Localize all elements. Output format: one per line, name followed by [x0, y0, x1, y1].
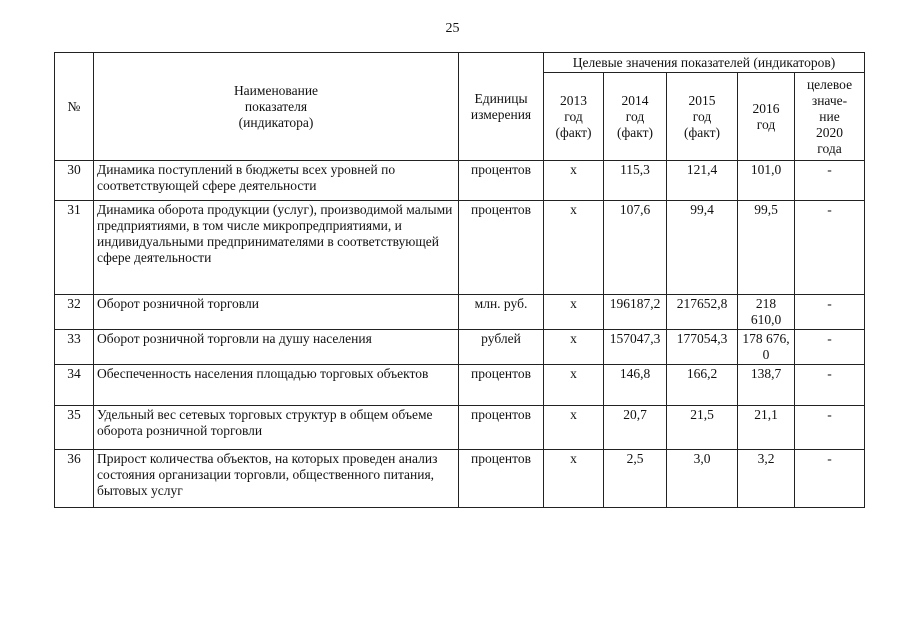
- row-value-2015: 217652,8: [667, 295, 738, 330]
- row-value-2016: 101,0: [738, 161, 795, 201]
- row-num: 32: [55, 295, 94, 330]
- row-name: Прирост количества объектов, на которых проведен анализ состояния организации торговли, общественного питания, бытовых услуг: [94, 450, 459, 508]
- row-value-2016: 21,1: [738, 406, 795, 450]
- header-indicator-name: Наименование показателя (индикатора): [94, 53, 459, 161]
- header-target-values: Целевые значения показателей (индикаторов): [544, 53, 865, 73]
- row-unit: процентов: [459, 201, 544, 295]
- header-year-2013: 2013 год (факт): [544, 73, 604, 161]
- indicators-table: [54, 52, 865, 508]
- page-number: 25: [445, 21, 460, 36]
- row-value-2015: 21,5: [667, 406, 738, 450]
- row-value-2020: -: [795, 365, 865, 406]
- row-value-2016: 138,7: [738, 365, 795, 406]
- row-unit: процентов: [459, 406, 544, 450]
- row-value-2013: х: [544, 201, 604, 295]
- header-year-2014: 2014 год (факт): [604, 73, 667, 161]
- table-row: [55, 201, 865, 295]
- row-value-2020: -: [795, 161, 865, 201]
- row-unit: процентов: [459, 365, 544, 406]
- table-row: [55, 450, 865, 508]
- row-name: Обеспеченность населения площадью торговых объектов: [94, 365, 459, 406]
- row-num: 35: [55, 406, 94, 450]
- row-value-2020: -: [795, 406, 865, 450]
- row-value-2013: х: [544, 406, 604, 450]
- header-num: №: [55, 53, 94, 161]
- row-num: 33: [55, 330, 94, 365]
- row-name: Динамика поступлений в бюджеты всех уровней по соответствующей сфере деятельности: [94, 161, 459, 201]
- table-row: [55, 295, 865, 330]
- table-row: [55, 330, 865, 365]
- row-value-2014: 115,3: [604, 161, 667, 201]
- row-value-2015: 166,2: [667, 365, 738, 406]
- row-value-2013: х: [544, 295, 604, 330]
- row-num: 30: [55, 161, 94, 201]
- row-name: Удельный вес сетевых торговых структур в общем объеме оборота розничной торговли: [94, 406, 459, 450]
- row-name: Оборот розничной торговли на душу населения: [94, 330, 459, 365]
- table-row: [55, 406, 865, 450]
- table-row: [55, 161, 865, 201]
- table-row: [55, 365, 865, 406]
- row-value-2015: 99,4: [667, 201, 738, 295]
- row-value-2014: 157047,3: [604, 330, 667, 365]
- header-year-2016: 2016 год: [738, 73, 795, 161]
- row-value-2013: х: [544, 450, 604, 508]
- row-value-2014: 20,7: [604, 406, 667, 450]
- row-value-2014: 146,8: [604, 365, 667, 406]
- row-name: Динамика оборота продукции (услуг), производимой малыми предприятиями, в том числе микропредприятиями, и индивидуальными предпринимателями в соответствующей сфере деятельности: [94, 201, 459, 295]
- row-value-2020: -: [795, 201, 865, 295]
- header-unit: Единицы измерения: [459, 53, 544, 161]
- header-row-1: [55, 53, 865, 73]
- header-year-2015: 2015 год (факт): [667, 73, 738, 161]
- row-value-2013: х: [544, 365, 604, 406]
- row-value-2014: 196187,2: [604, 295, 667, 330]
- header-year-2020-target: целевое значе- ние 2020 года: [795, 73, 865, 161]
- row-value-2014: 2,5: [604, 450, 667, 508]
- row-unit: млн. руб.: [459, 295, 544, 330]
- row-num: 34: [55, 365, 94, 406]
- row-value-2015: 177054,3: [667, 330, 738, 365]
- row-unit: процентов: [459, 161, 544, 201]
- row-unit: процентов: [459, 450, 544, 508]
- row-num: 31: [55, 201, 94, 295]
- row-value-2015: 121,4: [667, 161, 738, 201]
- row-value-2016: 178 676, 0: [738, 330, 795, 365]
- row-value-2020: -: [795, 450, 865, 508]
- row-value-2016: 3,2: [738, 450, 795, 508]
- row-value-2013: х: [544, 330, 604, 365]
- row-value-2020: -: [795, 330, 865, 365]
- row-name: Оборот розничной торговли: [94, 295, 459, 330]
- row-value-2014: 107,6: [604, 201, 667, 295]
- row-value-2013: х: [544, 161, 604, 201]
- row-value-2015: 3,0: [667, 450, 738, 508]
- row-value-2016: 99,5: [738, 201, 795, 295]
- row-unit: рублей: [459, 330, 544, 365]
- row-value-2016: 218 610,0: [738, 295, 795, 330]
- row-value-2020: -: [795, 295, 865, 330]
- row-num: 36: [55, 450, 94, 508]
